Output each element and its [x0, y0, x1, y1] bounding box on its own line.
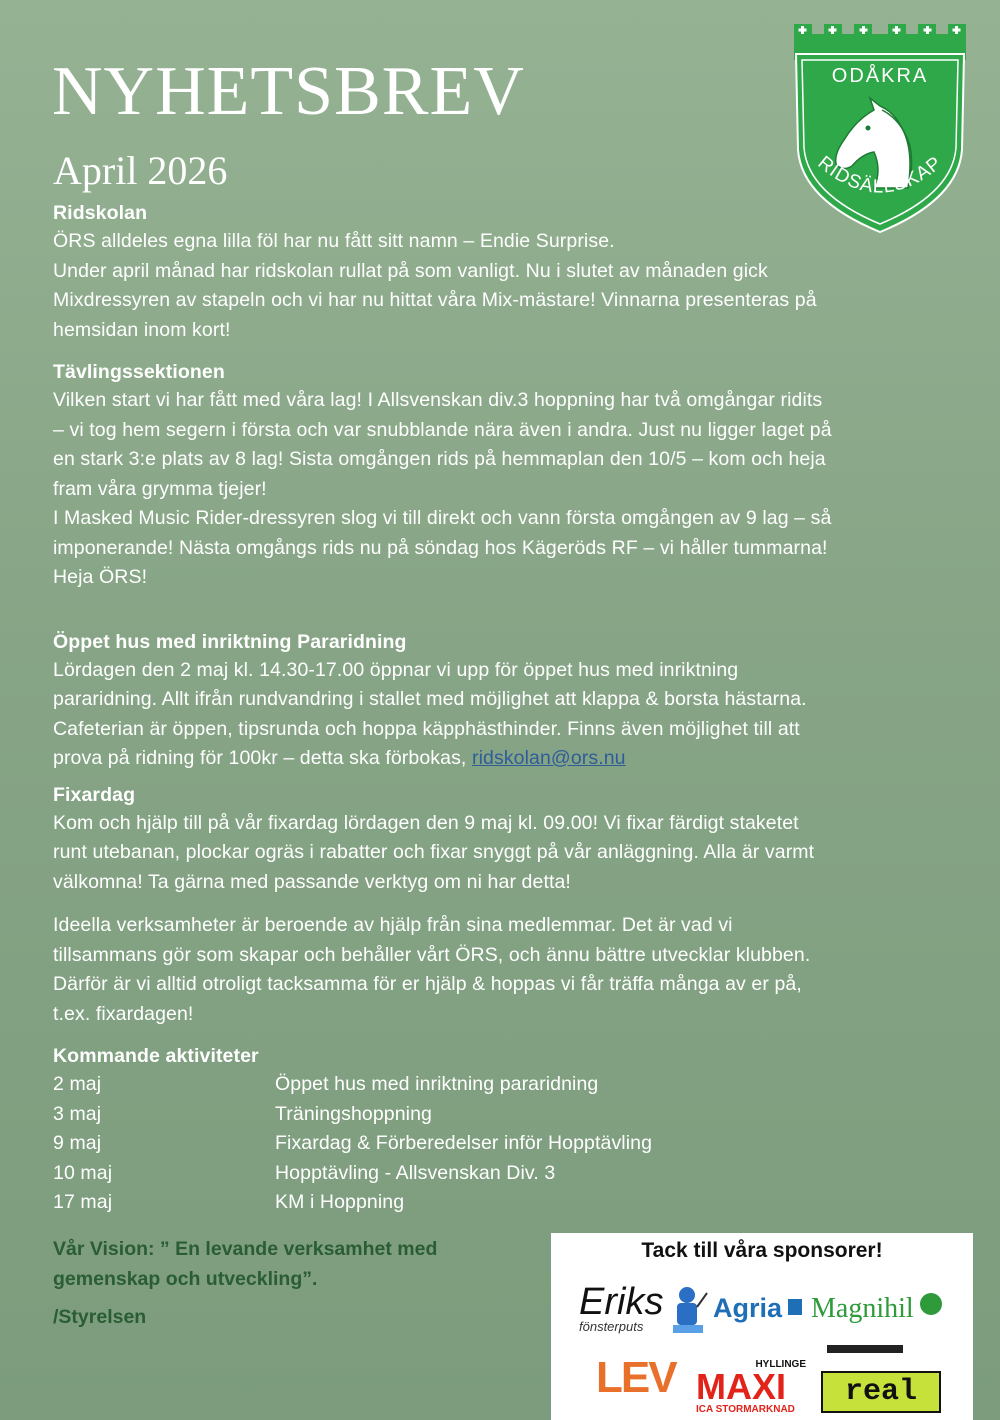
paragraph-line: I Masked Music Rider-dressyren slog vi till direkt och vann första omgången av 9 lag – så	[53, 507, 832, 529]
sponsors-box	[551, 1233, 973, 1420]
real-banner	[827, 1345, 903, 1353]
section-heading: Fixardag	[53, 783, 136, 806]
section-ideella	[53, 911, 953, 1029]
paragraph-line: imponerande! Nästa omgångs rids nu på söndag hos Kägeröds RF – vi håller tummarna!	[53, 536, 828, 559]
sponsors-title: Tack till våra sponsorer!	[641, 1239, 883, 1262]
paragraph-line: – vi tog hem segern i första och var snubblande nära även i andra. Just nu ligger laget på	[53, 418, 832, 441]
section-heading: Kommande aktiviteter	[53, 1045, 259, 1067]
paragraph-line: pararidning. Allt ifrån rundvandring i stallet med möjlighet att klappa & borsta hästarna.	[53, 688, 807, 710]
paragraph-line: Heja ÖRS!	[53, 566, 148, 588]
activity-event: Hopptävling - Allsvenskan Div. 3	[275, 1161, 556, 1184]
vision-line: gemenskap och utveckling”.	[53, 1268, 318, 1290]
newsletter-date: April 2026	[53, 148, 228, 193]
window-cleaner-icon	[669, 1285, 709, 1337]
sponsor-eriks-text: Eriks	[579, 1281, 664, 1323]
section-fixardag	[53, 782, 953, 898]
agria-mark-icon	[788, 1299, 802, 1315]
paragraph-line: en stark 3:e plats av 8 lag! Sista omgången rids på hemmaplan den 10/5 – kom och heja	[53, 448, 826, 470]
activity-date: 3 maj	[53, 1102, 102, 1125]
sponsor-agria-logo[interactable]	[713, 1293, 802, 1324]
paragraph-line: Ideella verksamheter är beroende av hjälp från sina medlemmar. Det är vad vi	[53, 914, 733, 936]
vision-line: Vår Vision: ” En levande verksamhet med	[53, 1238, 438, 1260]
sponsor-real-logo[interactable]: real	[821, 1371, 941, 1413]
sponsor-eriks-sub: fönsterputs	[579, 1319, 644, 1334]
activity-row	[53, 1159, 953, 1189]
newsletter-title: NYHETSBREV	[52, 53, 525, 130]
paragraph-line: Mixdressyren av stapeln och vi har nu hittat våra Mix-mästare! Vinnarna presenteras på	[53, 289, 817, 311]
signature: /Styrelsen	[53, 1306, 147, 1328]
activity-event: Öppet hus med inriktning pararidning	[275, 1073, 599, 1095]
sponsor-lev-logo[interactable]: LEV	[596, 1353, 676, 1402]
magnihil-mark-icon	[920, 1293, 942, 1315]
activity-event: Fixardag & Förberedelser inför Hopptävling	[275, 1132, 653, 1154]
section-heading: Öppet hus med inriktning Pararidning	[53, 630, 407, 653]
section-heading: Ridskolan	[53, 202, 148, 224]
activity-row	[53, 1100, 953, 1130]
activity-row	[53, 1070, 953, 1100]
activity-date: 10 maj	[53, 1161, 113, 1184]
paragraph-line	[53, 744, 953, 774]
sponsor-maxi-top: HYLLINGE	[755, 1359, 806, 1370]
paragraph-line: Vilken start vi har fått med våra lag! I Allsvenskan div.3 hoppning har två omgångar ridits	[53, 389, 823, 411]
sponsor-agria-text: Agria	[713, 1293, 783, 1323]
paragraph-line: välkomna! Ta gärna med passande verktyg om ni har detta!	[53, 870, 571, 893]
sponsor-eriks-logo[interactable]	[579, 1283, 663, 1334]
section-ridskolan	[53, 200, 953, 345]
paragraph-line: Lördagen den 2 maj kl. 14.30-17.00 öppnar vi upp för öppet hus med inriktning	[53, 658, 739, 681]
paragraph-line: hemsidan inom kort!	[53, 318, 231, 341]
logo-top-text: ODÅKRA	[831, 65, 929, 87]
activity-row	[53, 1129, 953, 1159]
sponsor-maxi-logo[interactable]	[696, 1359, 806, 1415]
paragraph-text: prova på ridning för 100kr – detta ska förbokas,	[53, 747, 472, 769]
sponsor-maxi-text: MAXI	[696, 1366, 786, 1407]
sponsor-magnihil-text: Magnihil	[811, 1293, 914, 1324]
sponsor-maxi-sub: ICA STORMARKNAD	[696, 1404, 795, 1415]
paragraph-line: Kom och hjälp till på vår fixardag lördagen den 9 maj kl. 09.00! Vi fixar färdigt staketet	[53, 811, 799, 834]
paragraph-line: Cafeterian är öppen, tipsrunda och hoppa käpphästhinder. Finns även möjlighet till att	[53, 717, 800, 740]
paragraph-line: fram våra grymma tjejer!	[53, 477, 267, 500]
paragraph-line: tillsammans gör som skapar och behåller vårt ÖRS, och ännu bättre utvecklar klubben.	[53, 943, 811, 966]
sponsor-magnihil-logo[interactable]	[811, 1293, 942, 1325]
activity-event: KM i Hoppning	[275, 1191, 405, 1213]
activity-event: Träningshoppning	[275, 1102, 432, 1125]
activity-date: 2 maj	[53, 1073, 102, 1095]
section-aktiviteter	[53, 1043, 953, 1218]
activity-date: 9 maj	[53, 1132, 102, 1154]
paragraph-line: Därför är vi alltid otroligt tacksamma för er hjälp & hoppas vi får träffa många av er på,	[53, 973, 802, 995]
logo-bottom-text: RIDSÄLLSKAP	[813, 152, 947, 198]
section-heading: Tävlingssektionen	[53, 361, 225, 383]
activity-row	[53, 1188, 953, 1218]
section-oppet-hus	[53, 629, 953, 774]
section-tavling	[53, 359, 953, 593]
paragraph-line: t.ex. fixardagen!	[53, 1002, 194, 1025]
paragraph-line: Under april månad har ridskolan rullat på som vanligt. Nu i slutet av månaden gick	[53, 259, 768, 282]
activity-date: 17 maj	[53, 1191, 113, 1213]
paragraph-line: runt utebanan, plockar ogräs i rabatter och fixar snyggt på vår anläggning. Alla är varmt	[53, 841, 815, 863]
paragraph-line: ÖRS alldeles egna lilla föl har nu fått sitt namn – Endie Surprise.	[53, 230, 615, 252]
email-link[interactable]: ridskolan@ors.nu	[471, 747, 626, 769]
vision-statement	[53, 1234, 533, 1294]
newsletter-body	[53, 200, 953, 1218]
